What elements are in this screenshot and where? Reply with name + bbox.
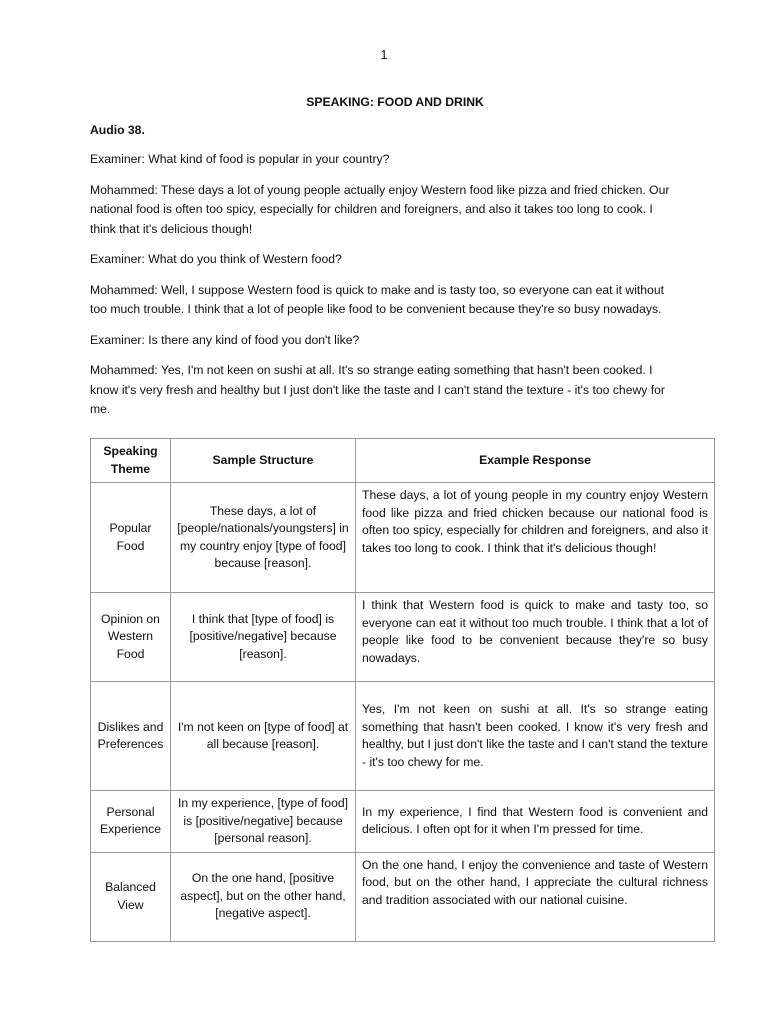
structure-cell: I'm not keen on [type of food] at all because [reason]. xyxy=(171,682,356,791)
table-row xyxy=(91,483,715,593)
page-title: SPEAKING: FOOD AND DRINK xyxy=(306,95,484,109)
structure-cell: These days, a lot of [people/nationals/youngsters] in my country enjoy [type of food] because [reason]. xyxy=(171,483,356,593)
response-cell: I think that Western food is quick to make and tasty too, so everyone can eat it without too much trouble. I think that a lot of people like food to be convenient because they're so busy nowadays. xyxy=(356,593,715,682)
theme-cell: Popular Food xyxy=(91,483,171,593)
header-speaking-theme: Speaking Theme xyxy=(91,439,171,483)
document-body xyxy=(90,95,680,431)
structure-cell: On the one hand, [positive aspect], but on the other hand, [negative aspect]. xyxy=(171,852,356,941)
dialogue-mohammed-1: Mohammed: These days a lot of young people actually enjoy Western food like pizza and fried chicken. Our national food is often too spicy, especially for children and foreigners, and also it takes too long to cook. I think that it's delicious though! xyxy=(90,182,670,236)
header-example-response: Example Response xyxy=(356,439,715,483)
table-header-row xyxy=(91,439,715,483)
dialogue-examiner-2: Examiner: What do you think of Western food? xyxy=(90,252,342,266)
table-row xyxy=(91,593,715,682)
table-row xyxy=(91,682,715,791)
theme-cell: Opinion on Western Food xyxy=(91,593,171,682)
response-cell: In my experience, I find that Western food is convenient and delicious. I often opt for it when I'm pressed for time. xyxy=(356,791,715,853)
header-sample-structure: Sample Structure xyxy=(171,439,356,483)
audio-label: Audio 38. xyxy=(90,123,145,137)
structure-cell: In my experience, [type of food] is [positive/negative] because [personal reason]. xyxy=(171,791,356,853)
table-row xyxy=(91,791,715,853)
response-cell: Yes, I'm not keen on sushi at all. It's so strange eating something that hasn't been cooked. I know it's very fresh and healthy, but I just don't like the taste and I can't stand the texture - it's too chewy for me. xyxy=(356,682,715,791)
structure-cell: I think that [type of food] is [positive/negative] because [reason]. xyxy=(171,593,356,682)
theme-cell: Dislikes and Preferences xyxy=(91,682,171,791)
dialogue-mohammed-2: Mohammed: Well, I suppose Western food is quick to make and is tasty too, so everyone can eat it without too much trouble. I think that a lot of people like food to be convenient because they're so busy nowadays. xyxy=(90,282,665,316)
speaking-table xyxy=(90,438,715,942)
table-row xyxy=(91,852,715,941)
page-number: 1 xyxy=(380,48,388,62)
response-cell: These days, a lot of young people in my country enjoy Western food like pizza and fried chicken because our national food is often too spicy, especially for children and foreigners, and also it takes too long to cook. I think that it's delicious though! xyxy=(356,483,715,593)
dialogue-examiner-1: Examiner: What kind of food is popular in your country? xyxy=(90,152,390,166)
theme-cell: Balanced View xyxy=(91,852,171,941)
theme-cell: Personal Experience xyxy=(91,791,171,853)
dialogue-examiner-3: Examiner: Is there any kind of food you don't like? xyxy=(90,332,360,347)
dialogue-mohammed-3: Mohammed: Yes, I'm not keen on sushi at all. It's so strange eating something that hasn't been cooked. I know it's very fresh and healthy but I just don't like the taste and I can't stand the texture - it's too chewy for me. xyxy=(90,363,665,416)
response-cell: On the one hand, I enjoy the convenience and taste of Western food, but on the other hand, I appreciate the cultural richness and tradition associated with our national cuisine. xyxy=(356,852,715,941)
